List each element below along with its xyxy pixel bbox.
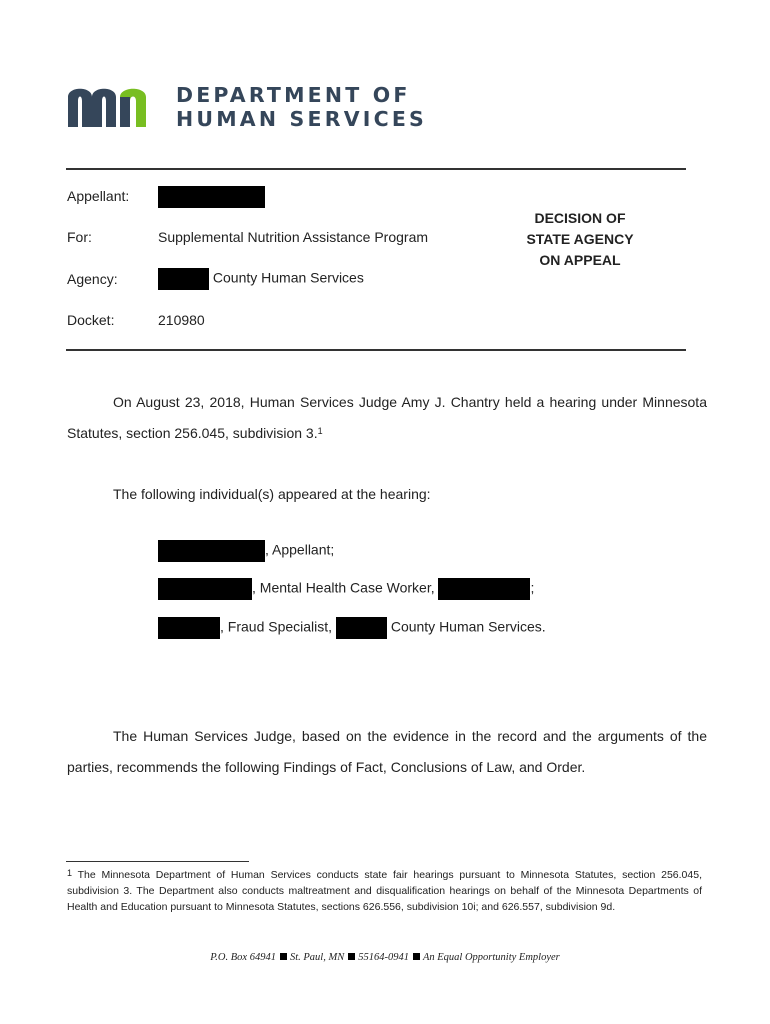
appearance-role: , Fraud Specialist,	[220, 618, 336, 635]
footnote-ref: 1	[317, 426, 323, 436]
recommendation-text: The Human Services Judge, based on the evidence in the record and the arguments of the parties, recommends the following Findings of Fact, Conclusions of Law, and Order.	[67, 728, 707, 775]
decision-line-1: DECISION OF	[534, 210, 626, 226]
footnote-number: 1	[67, 868, 73, 878]
appearance-fraud-specialist	[158, 617, 546, 639]
decision-heading	[500, 208, 660, 271]
redaction-bar	[158, 617, 220, 639]
footer-eoe: An Equal Opportunity Employer	[422, 952, 560, 963]
appellant-label: Appellant:	[67, 188, 130, 204]
appearance-end: County Human Services.	[386, 618, 546, 635]
docket-label: Docket:	[67, 312, 115, 328]
logo-line-1: DEPARTMENT OF	[176, 83, 411, 107]
footnote-text: The Minnesota Department of Human Services conducts state fair hearings pursuant to Minnesota Statutes, section 256.045, subdivision 3. The Department also conducts maltreatment and disqualification hearings on behalf of the Minnesota Departments of Health and Education pursuant to Minnesota Statutes, sections 626.556, subdivision 10i; and 626.557, subdivision 9d.	[67, 869, 702, 913]
appearance-case-worker	[158, 578, 534, 600]
appellant-value	[158, 186, 265, 208]
footnote	[67, 867, 702, 915]
appearance-role: , Mental Health Case Worker,	[252, 579, 439, 596]
footer-zip: 55164-0941	[358, 952, 409, 963]
appearances-intro	[67, 479, 707, 510]
mn-logo-icon	[66, 83, 162, 129]
decision-line-3: ON APPEAL	[539, 252, 621, 268]
appearance-role: , Appellant;	[265, 541, 335, 558]
square-bullet-icon	[280, 953, 287, 960]
for-label: For:	[67, 229, 92, 245]
top-rule	[66, 168, 686, 170]
recommendation-paragraph	[67, 721, 707, 783]
redaction-bar	[158, 186, 265, 208]
redaction-bar	[336, 617, 387, 639]
appearance-appellant	[158, 540, 334, 562]
footer-po-box: P.O. Box 64941	[210, 952, 276, 963]
hearing-paragraph	[67, 387, 707, 449]
redaction-bar	[158, 268, 209, 290]
footer-city: St. Paul, MN	[289, 952, 345, 963]
agency-name: County Human Services	[212, 269, 364, 286]
appearances-text: The following individual(s) appeared at the hearing:	[113, 486, 431, 502]
footnote-rule	[66, 861, 249, 862]
logo-line-2: HUMAN SERVICES	[176, 107, 428, 131]
bottom-rule	[66, 349, 686, 351]
agency-value	[158, 268, 364, 290]
redaction-bar	[438, 578, 530, 600]
appearance-end: ;	[530, 579, 535, 596]
redaction-bar	[158, 540, 265, 562]
page-footer	[0, 952, 770, 963]
redaction-bar	[158, 578, 252, 600]
square-bullet-icon	[348, 953, 355, 960]
decision-line-2: STATE AGENCY	[526, 231, 634, 247]
department-name	[176, 83, 427, 131]
hearing-text: On August 23, 2018, Human Services Judge Amy J. Chantry held a hearing under Minnesota Statutes, section 256.045, subdivision 3.	[67, 394, 707, 441]
docket-value: 210980	[158, 312, 205, 328]
square-bullet-icon	[413, 953, 420, 960]
for-value: Supplemental Nutrition Assistance Program	[158, 229, 429, 245]
agency-label: Agency:	[67, 271, 118, 287]
